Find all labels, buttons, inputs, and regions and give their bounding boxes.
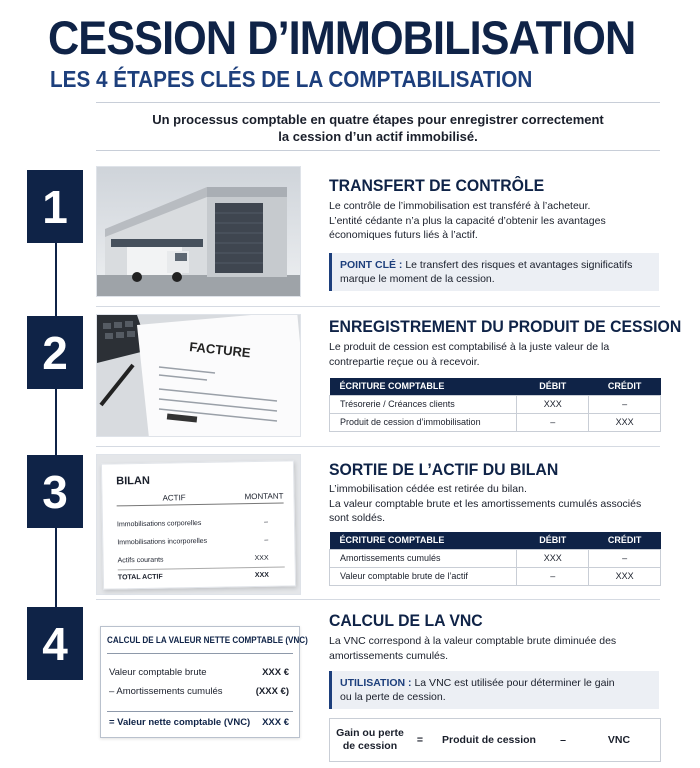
- divider: [96, 306, 660, 307]
- table-row: Produit de cession d’immobilisation – XXX: [330, 413, 661, 431]
- timeline-line: [55, 215, 57, 633]
- bilan-card: BILAN ACTIF MONTANT Immobilisations corporelles – Immobilisations incorporelles – Actifs courants XXX TOTAL ACTIF XXX: [101, 460, 296, 589]
- step-number-4: 4: [27, 607, 83, 680]
- table-header: ÉCRITURE COMPTABLE: [330, 378, 517, 395]
- journal-table-step-2: [329, 378, 661, 432]
- table-header: DÉBIT: [517, 378, 589, 395]
- table-header: CRÉDIT: [589, 532, 661, 549]
- table-row: Trésorerie / Créances clients XXX –: [330, 395, 661, 413]
- step-2-text: Le produit de cession est comptabilisé à la juste valeur de la contrepartie reçue ou à recevoir.: [329, 341, 610, 368]
- step-1-callout: POINT CLÉ : Le transfert des risques et avantages significatifs marque le moment de la cession.: [329, 253, 659, 291]
- divider: [96, 446, 660, 447]
- step-number-1: 1: [27, 170, 83, 243]
- invoice-image: [96, 314, 301, 437]
- bilan-row: Immobilisations incorporelles –: [117, 536, 269, 547]
- warehouse-truck-icon: [97, 167, 301, 297]
- step-number-3: 3: [27, 455, 83, 528]
- table-row: Amortissements cumulés XXX –: [330, 549, 661, 567]
- table-header: DÉBIT: [517, 532, 589, 549]
- divider: [96, 102, 660, 103]
- vnc-row: Valeur comptable brute XXX €: [109, 667, 289, 678]
- step-4-text: La VNC correspond à la valeur comptable brute diminuée des amortissements cumulés.: [329, 635, 617, 662]
- warehouse-image: [96, 166, 301, 297]
- step-1-text: Le contrôle de l’immobilisation est transféré à l’acheteur. L’entité cédante n’a plus la capacité d’obtenir les avantages économiques futurs liés à l’actif.: [329, 200, 606, 241]
- table-header: CRÉDIT: [589, 378, 661, 395]
- step-number-2: 2: [27, 316, 83, 389]
- bilan-row: Actifs courants XXX: [117, 554, 269, 565]
- invoice-document-icon: [97, 315, 301, 437]
- step-1-title: TRANSFERT DE CONTRÔLE: [329, 176, 545, 195]
- bilan-total-row: TOTAL ACTIF XXX: [117, 571, 269, 582]
- step-2-title: ENREGISTREMENT DU PRODUIT DE CESSION: [329, 317, 682, 336]
- step-3-text: L’immobilisation cédée est retirée du bilan. La valeur comptable brute et les amortissements cumulés associés sont soldés.: [329, 483, 642, 524]
- intro-text: Un processus comptable en quatre étapes pour enregistrer correctement la cession d’un actif immobilisé.: [152, 112, 604, 144]
- page-title: CESSION D’IMMOBILISATION: [48, 11, 636, 64]
- bilan-row: Immobilisations corporelles –: [116, 518, 269, 529]
- step-4-title: CALCUL DE LA VNC: [329, 611, 483, 630]
- vnc-total-row: = Valeur nette comptable (VNC) XXX €: [109, 717, 289, 728]
- svg-text:FACTURE: FACTURE: [188, 339, 252, 361]
- page-subtitle: LES 4 ÉTAPES CLÉS DE LA COMPTABILISATION: [50, 66, 533, 92]
- divider: [96, 150, 660, 151]
- table-header: ÉCRITURE COMPTABLE: [330, 532, 517, 549]
- table-row: Valeur comptable brute de l’actif – XXX: [330, 567, 661, 585]
- vnc-row: – Amortissements cumulés (XXX €): [109, 686, 289, 697]
- step-4-callout: UTILISATION : La VNC est utilisée pour déterminer le gain ou la perte de cession.: [329, 671, 659, 709]
- divider: [96, 599, 660, 600]
- gain-loss-formula: Gain ou perte de cession = Produit de cession – VNC: [329, 718, 661, 762]
- vnc-calculation-card: CALCUL DE LA VALEUR NETTE COMPTABLE (VNC) Valeur comptable brute XXX € – Amortissements cumulés (XXX €) = Valeur nette comptable (VNC) XXX €: [100, 626, 300, 738]
- journal-table-step-3: [329, 532, 661, 586]
- step-3-title: SORTIE DE L’ACTIF DU BILAN: [329, 460, 559, 479]
